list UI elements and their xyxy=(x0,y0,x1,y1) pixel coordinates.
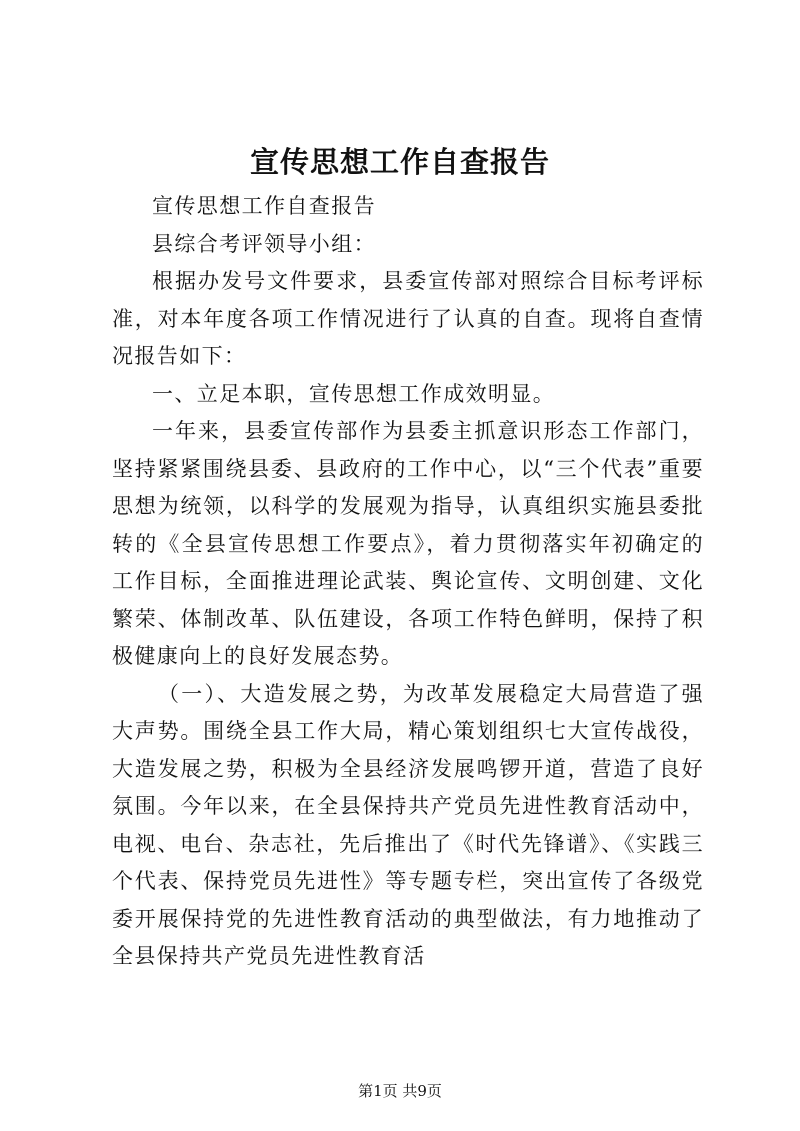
document-title: 宣传思想工作自查报告 xyxy=(249,145,550,179)
body-paragraph: 一年来，县委宣传部作为县委主抓意识形态工作部门，坚持紧紧围绕县委、县政府的工作中心，以“三个代表”重要思想为统领，以科学的发展观为指导，认真组织实施县委批转的《全县宣传思想工作要点》，着力贯彻落实年初确定的工作目标，全面推进理论武装、舆论宣传、文明创建、文化繁荣、体制改革、队伍建设，各项工作特色鲜明，保持了积极健康向上的良好发展态势。 xyxy=(112,419,704,668)
subtitle-paragraph: 宣传思想工作自查报告 xyxy=(152,194,376,218)
subsection-paragraph: （一）、大造发展之势，为改革发展稳定大局营造了强大声势。围绕全县工作大局，精心策划组织七大宣传战役，大造发展之势，积极为全县经济发展鸣锣开道，营造了良好氛围。今年以来，在全县保持共产党员先进性教育活动中，电视、电台、杂志社，先后推出了《时代先锋谱》、《实践三个代表、保持党员先进性》等专题专栏，突出宣传了各级党委开展保持党的先进性教育活动的典型做法，有力地推动了全县保持共产党员先进性教育活 xyxy=(112,681,704,968)
document-body xyxy=(112,188,704,976)
page-footer: 第1页 共9页 xyxy=(358,1082,442,1100)
salutation-paragraph: 县综合考评领导小组： xyxy=(152,231,376,256)
intro-paragraph: 根据办发号文件要求，县委宣传部对照综合目标考评标准，对本年度各项工作情况进行了认真的自查。现将自查情况报告如下： xyxy=(112,269,704,368)
section-heading-paragraph: 一、立足本职，宣传思想工作成效明显。 xyxy=(152,381,556,406)
